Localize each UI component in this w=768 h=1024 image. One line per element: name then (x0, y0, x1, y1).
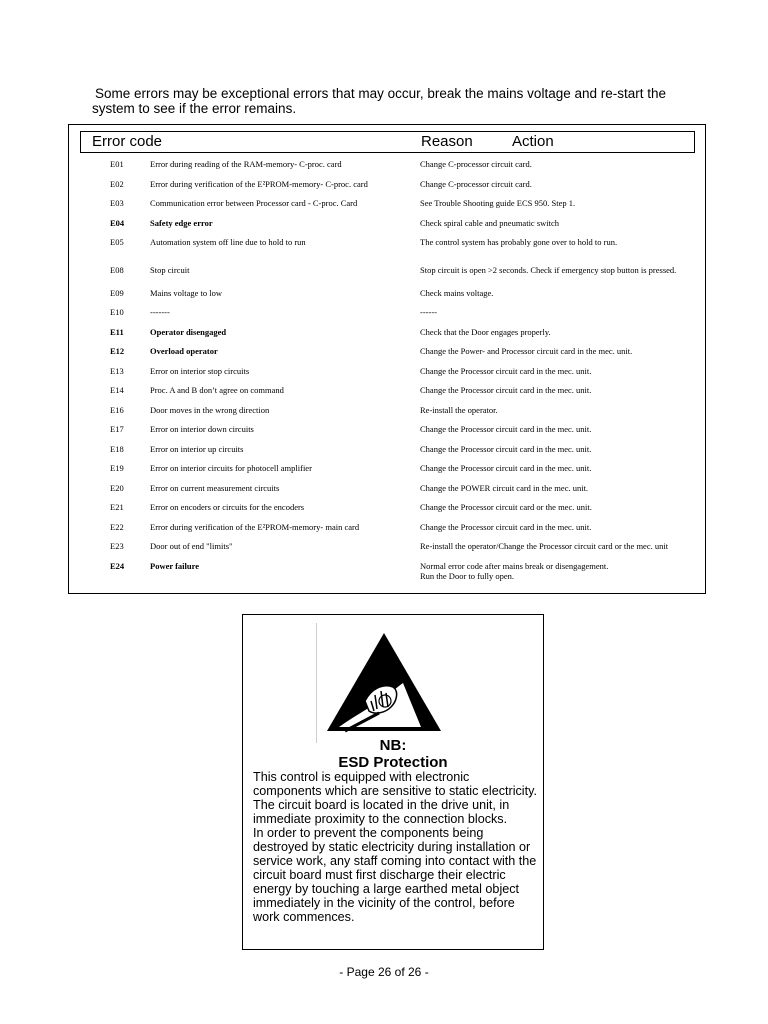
header-action: Action (512, 133, 554, 150)
reason-cell: Safety edge error (150, 218, 213, 228)
reason-cell: Error during verification of the E²PROM-memory- C-proc. card (150, 179, 368, 189)
action-cell: Normal error code after mains break or disengagement. Run the Door to fully open. (420, 561, 609, 581)
reason-cell: Overload operator (150, 346, 218, 356)
reason-cell: Stop circuit (150, 265, 190, 275)
esd-paragraph-1: This control is equipped with electronic components which are sensitive to static electricity. The circuit board is located in the drive unit, in immediate proximity to the connection blocks. (253, 770, 537, 826)
error-code-cell: E12 (110, 346, 125, 356)
error-code-cell: E04 (110, 218, 125, 228)
error-code-cell: E17 (110, 424, 124, 434)
action-cell: Check mains voltage. (420, 288, 494, 298)
action-cell: Change C-processor circuit card. (420, 159, 532, 169)
error-code-cell: E22 (110, 522, 124, 532)
esd-protection-box (242, 614, 544, 950)
error-code-cell: E21 (110, 502, 124, 512)
reason-cell: ------- (150, 307, 170, 317)
error-code-cell: E03 (110, 198, 124, 208)
action-cell: Change C-processor circuit card. (420, 179, 532, 189)
action-cell: Change the Processor circuit card in the mec. unit. (420, 385, 592, 395)
error-code-cell: E10 (110, 307, 124, 317)
error-code-cell: E05 (110, 237, 124, 247)
reason-cell: Error on encoders or circuits for the encoders (150, 502, 305, 512)
error-code-cell: E08 (110, 265, 124, 275)
reason-cell: Mains voltage to low (150, 288, 223, 298)
action-cell: Check that the Door engages properly. (420, 327, 551, 337)
action-cell: See Trouble Shooting guide ECS 950. Step 1. (420, 198, 576, 208)
table-header (80, 131, 695, 153)
reason-cell: Error during verification of the E²PROM-memory- main card (150, 522, 360, 532)
header-reason: Reason (421, 133, 473, 150)
reason-cell: Power failure (150, 561, 200, 571)
error-code-cell: E11 (110, 327, 124, 337)
reason-cell: Error on interior stop circuits (150, 366, 250, 376)
action-cell: Re-install the operator/Change the Processor circuit card or the mec. unit (420, 541, 669, 551)
error-code-table (68, 124, 706, 594)
action-cell: Change the Processor circuit card in the mec. unit. (420, 463, 592, 473)
reason-cell: Error on interior circuits for photocell amplifier (150, 463, 312, 473)
reason-cell: Error on interior up circuits (150, 444, 244, 454)
divider-line (316, 623, 317, 743)
action-cell: Check spiral cable and pneumatic switch (420, 218, 560, 228)
action-cell: Change the Processor circuit card in the mec. unit. (420, 424, 592, 434)
error-code-cell: E23 (110, 541, 124, 551)
reason-cell: Error on interior down circuits (150, 424, 254, 434)
esd-warning-icon (325, 631, 443, 733)
error-code-cell: E13 (110, 366, 124, 376)
reason-cell: Communication error between Processor card - C-proc. Card (150, 198, 358, 208)
error-code-cell: E14 (110, 385, 124, 395)
reason-cell: Error on current measurement circuits (150, 483, 280, 493)
action-cell: Change the Power- and Processor circuit card in the mec. unit. (420, 346, 633, 356)
intro-line-2: system to see if the error remains. (92, 101, 297, 116)
esd-title: ESD Protection (338, 754, 448, 771)
reason-cell: Automation system off line due to hold to run (150, 237, 306, 247)
action-cell: Change the Processor circuit card in the mec. unit. (420, 366, 592, 376)
error-code-cell: E16 (110, 405, 124, 415)
reason-cell: Door moves in the wrong direction (150, 405, 270, 415)
error-code-cell: E19 (110, 463, 124, 473)
reason-cell: Error during reading of the RAM-memory- C-proc. card (150, 159, 342, 169)
action-cell: Stop circuit is open >2 seconds. Check if emergency stop button is pressed. (420, 265, 677, 275)
reason-cell: Door out of end "limits" (150, 541, 233, 551)
error-code-cell: E09 (110, 288, 124, 298)
action-cell: Change the Processor circuit card in the mec. unit. (420, 522, 592, 532)
error-code-cell: E24 (110, 561, 125, 571)
esd-text (253, 770, 541, 924)
action-cell: Change the POWER circuit card in the mec. unit. (420, 483, 589, 493)
action-cell: Change the Processor circuit card or the mec. unit. (420, 502, 592, 512)
reason-cell: Operator disengaged (150, 327, 227, 337)
action-cell: Change the Processor circuit card in the mec. unit. (420, 444, 592, 454)
intro-paragraph (92, 86, 712, 116)
nb-label: NB: (379, 737, 407, 754)
action-cell: The control system has probably gone over to hold to run. (420, 237, 618, 247)
intro-line-1: Some errors may be exceptional errors that may occur, break the mains voltage and re-start the (95, 86, 667, 101)
error-code-cell: E01 (110, 159, 124, 169)
error-code-cell: E02 (110, 179, 124, 189)
reason-cell: Proc. A and B don’t agree on command (150, 385, 284, 395)
header-error-code: Error code (92, 133, 163, 150)
page-number: - Page 26 of 26 - (339, 965, 429, 979)
action-cell: ------ (420, 307, 437, 317)
esd-paragraph-2: In order to prevent the components being destroyed by static electricity during installation or service work, any staff coming into contact with the circuit board must first discharge their electric energy by touching a large earthed metal object immediately in the vicinity of the control, before work commences. (253, 826, 537, 924)
error-code-cell: E18 (110, 444, 124, 454)
error-code-cell: E20 (110, 483, 124, 493)
action-cell: Re-install the operator. (420, 405, 498, 415)
